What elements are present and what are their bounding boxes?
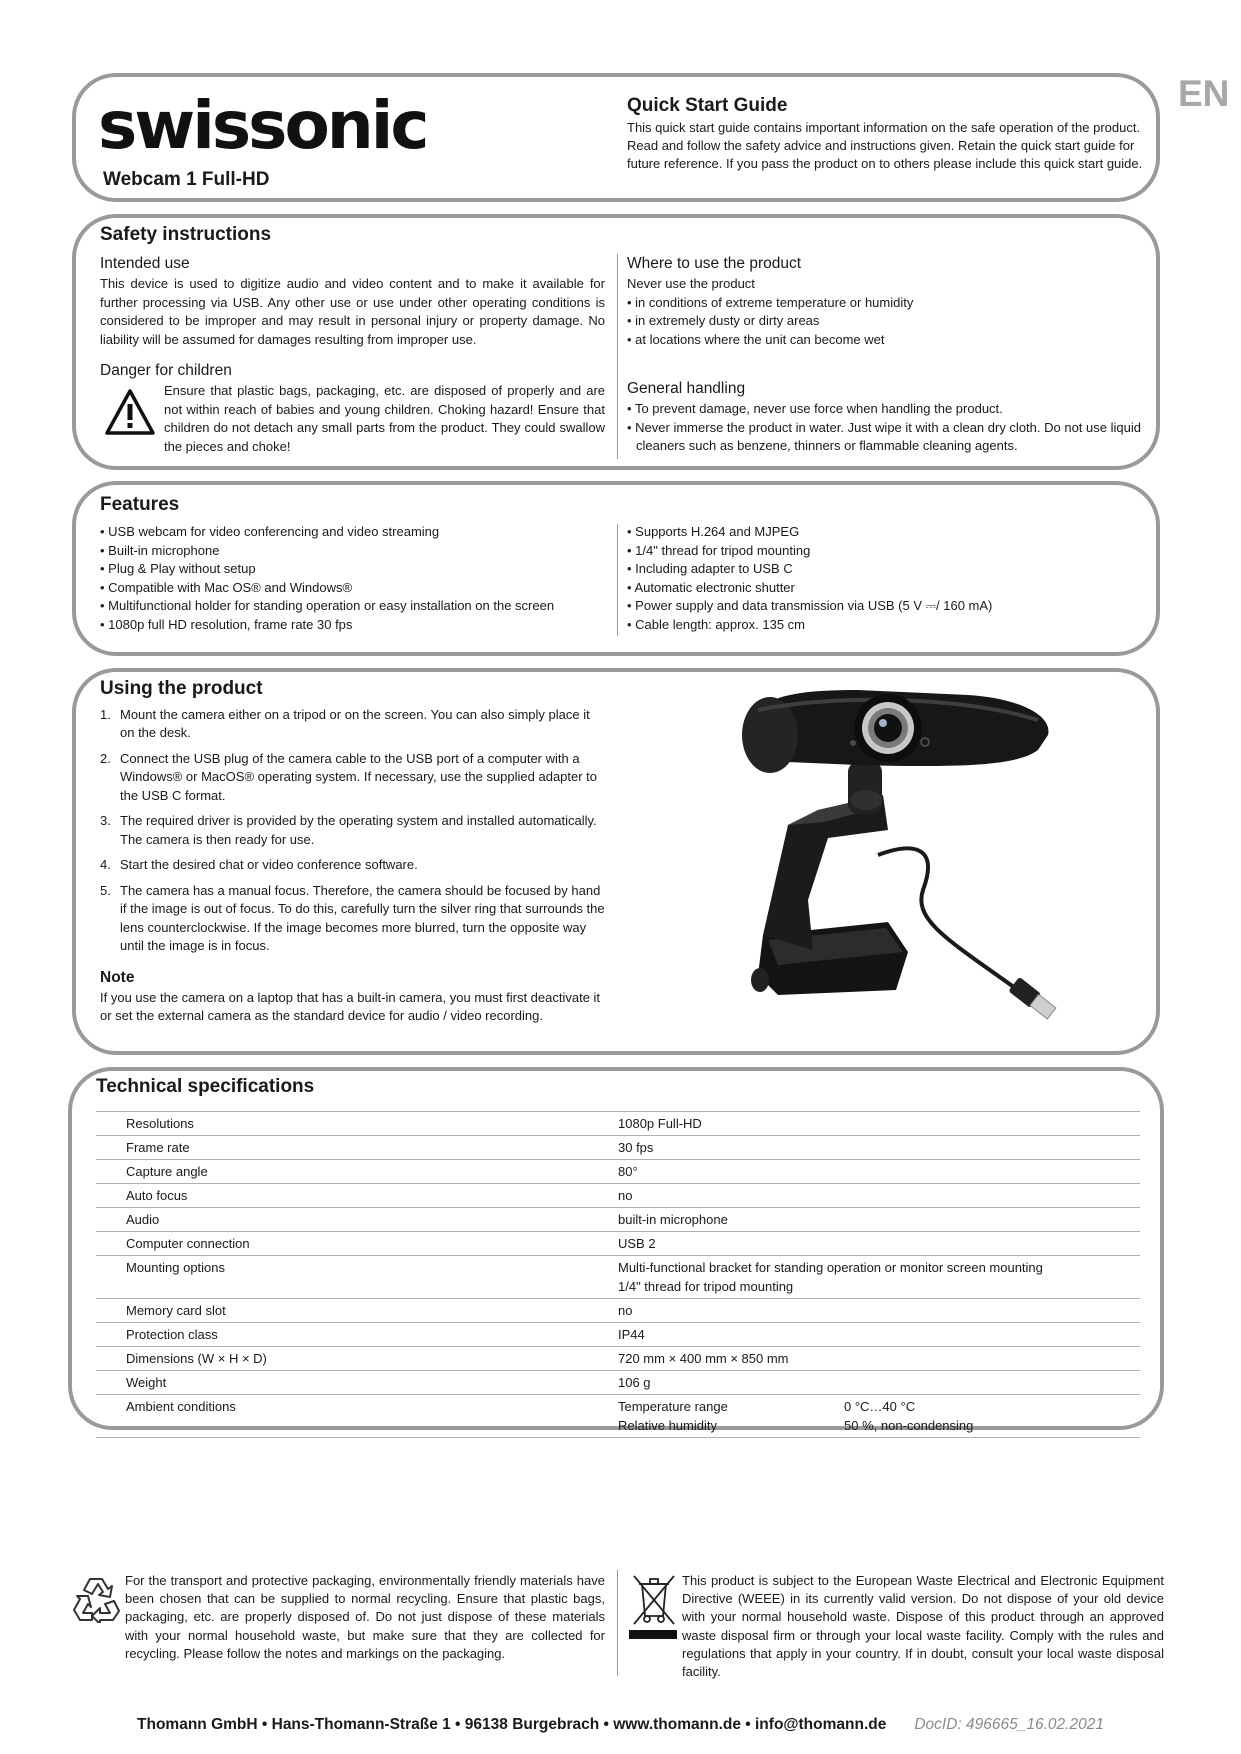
safety-title: Safety instructions bbox=[100, 224, 272, 245]
list-item bbox=[100, 812, 605, 849]
table-row bbox=[96, 1347, 1140, 1371]
recycling-icon bbox=[72, 1575, 122, 1628]
children-heading: Danger for children bbox=[100, 362, 232, 379]
specs-table bbox=[96, 1111, 1140, 1438]
spec-label: Weight bbox=[96, 1371, 618, 1395]
footer bbox=[0, 1714, 1241, 1736]
handling-list bbox=[627, 400, 1147, 455]
note-title: Note bbox=[100, 969, 135, 986]
intended-use-text: This device is used to digitize audio and video content and to make it available for further processing via USB. Any other use or use under other operating conditions is considered to be improper and may result in personal injury or property damage. No liability will be assumed for damages resulting from improper use. bbox=[100, 276, 605, 347]
spec-label: Resolutions bbox=[96, 1112, 618, 1136]
spec-value: USB 2 bbox=[618, 1232, 1140, 1256]
brand-logo-text: swissonic bbox=[98, 96, 427, 158]
spec-value: 720 mm × 400 mm × 850 mm bbox=[618, 1347, 1140, 1371]
spec-label: Auto focus bbox=[96, 1184, 618, 1208]
spec-value: 0 °C…40 °C bbox=[844, 1399, 916, 1414]
step-number: 4. bbox=[100, 857, 111, 873]
list-item: • Built-in microphone bbox=[100, 542, 610, 561]
spec-value: 106 g bbox=[618, 1371, 1140, 1395]
list-item: • 1080p full HD resolution, frame rate 30 fps bbox=[100, 616, 610, 635]
doc-id: DocID: 496665_16.02.2021 bbox=[914, 1716, 1104, 1733]
spec-sublabel: Temperature range bbox=[618, 1399, 728, 1414]
handling-heading: General handling bbox=[627, 380, 746, 397]
step-text: Connect the USB plug of the camera cable to the USB port of a computer with a Windows® or MacOS® operating system. If necessary, use the supplied adapter to the USB C format. bbox=[120, 750, 598, 803]
step-number: 1. bbox=[100, 707, 111, 722]
features-title: Features bbox=[100, 494, 180, 515]
quick-start-title: Quick Start Guide bbox=[627, 95, 788, 116]
weee-text: This product is subject to the European Waste Electrical and Electronic Equipment Directive (WEEE) in its currently valid version. Do not dispose of your old device with your normal household waste. Dispose of this product through an approved waste disposal firm or through your local waste facility. Comply with the rules and regulations that apply in your country. If in doubt, consult your local waste disposal facility. bbox=[682, 1573, 1164, 1679]
spec-label: Mounting options bbox=[96, 1256, 618, 1299]
step-text: Mount the camera either on a tripod or on the screen. You can also simply place it on the desk. bbox=[120, 707, 590, 741]
list-item: • in conditions of extreme temperature or humidity bbox=[627, 294, 1147, 312]
note-block bbox=[100, 967, 610, 1026]
table-row bbox=[96, 1208, 1140, 1232]
list-item: • Plug & Play without setup bbox=[100, 560, 610, 579]
weee-bin-icon bbox=[629, 1570, 679, 1645]
children-block bbox=[100, 361, 605, 456]
spec-label: Computer connection bbox=[96, 1232, 618, 1256]
step-text: Start the desired chat or video conference software. bbox=[120, 857, 418, 873]
list-item: • Multifunctional holder for standing operation or easy installation on the screen bbox=[100, 597, 610, 616]
table-row bbox=[96, 1395, 1140, 1438]
language-badge: EN bbox=[1178, 73, 1230, 114]
where-list bbox=[627, 294, 1147, 349]
list-item: • Compatible with Mac OS® and Windows® bbox=[100, 579, 610, 598]
intended-use-block bbox=[100, 254, 605, 349]
list-item: • USB webcam for video conferencing and video streaming bbox=[100, 523, 610, 542]
intended-use-heading: Intended use bbox=[100, 255, 190, 272]
list-item: • in extremely dusty or dirty areas bbox=[627, 312, 1147, 330]
table-row bbox=[96, 1136, 1140, 1160]
spec-label: Dimensions (W × H × D) bbox=[96, 1347, 618, 1371]
webcam-image bbox=[718, 690, 1068, 1030]
spec-value: 30 fps bbox=[618, 1136, 1140, 1160]
list-item bbox=[100, 750, 605, 805]
list-item: • Including adapter to USB C bbox=[627, 560, 1137, 579]
spec-value: 80° bbox=[618, 1160, 1140, 1184]
list-item: • Power supply and data transmission via USB (5 V ⎓/ 160 mA) bbox=[627, 597, 1137, 616]
features-divider bbox=[617, 524, 618, 636]
spec-value: IP44 bbox=[618, 1323, 1140, 1347]
spec-value: no bbox=[618, 1184, 1140, 1208]
note-text: If you use the camera on a laptop that has a built-in camera, you must first deactivate it or set the external camera as the standard device for audio / video recording. bbox=[100, 990, 601, 1024]
spec-label: Capture angle bbox=[96, 1160, 618, 1184]
features-list-left bbox=[100, 523, 610, 635]
spec-value: built-in microphone bbox=[618, 1208, 1140, 1232]
spec-value: no bbox=[618, 1299, 1140, 1323]
where-intro: Never use the product bbox=[627, 276, 755, 292]
brand-logo bbox=[98, 96, 478, 158]
safety-divider bbox=[617, 254, 618, 459]
list-item: • Automatic electronic shutter bbox=[627, 579, 1137, 598]
spec-label: Ambient conditions bbox=[96, 1395, 618, 1438]
spec-label: Protection class bbox=[96, 1323, 618, 1347]
where-block bbox=[627, 254, 1147, 349]
table-row bbox=[96, 1256, 1140, 1299]
list-item bbox=[100, 882, 605, 956]
spec-label: Audio bbox=[96, 1208, 618, 1232]
table-row bbox=[96, 1323, 1140, 1347]
list-item: • at locations where the unit can become wet bbox=[627, 331, 1147, 349]
using-title: Using the product bbox=[100, 678, 263, 699]
spec-label: Frame rate bbox=[96, 1136, 618, 1160]
spec-value: Multi-functional bracket for standing operation or monitor screen mounting bbox=[618, 1260, 1043, 1275]
step-text: The required driver is provided by the operating system and installed automatically. The camera is then ready for use. bbox=[120, 813, 597, 847]
specs-title: Technical specifications bbox=[96, 1076, 315, 1097]
company-address: Thomann GmbH • Hans-Thomann-Straße 1 • 96138 Burgebrach • www.thomann.de • info@thomann.de bbox=[137, 1716, 887, 1733]
quick-start-text: This quick start guide contains important information on the safe operation of the product. Read and follow the safety advice and instructions given. Retain the quick start guide for future reference. If you pass the product on to others please include this quick start guide. bbox=[627, 119, 1143, 171]
table-row bbox=[96, 1299, 1140, 1323]
table-row bbox=[96, 1184, 1140, 1208]
spec-label: Memory card slot bbox=[96, 1299, 618, 1323]
product-name: Webcam 1 Full-HD bbox=[103, 169, 270, 190]
spec-value: 50 %, non-condensing bbox=[844, 1418, 974, 1433]
list-item: • To prevent damage, never use force when handling the product. bbox=[627, 400, 1147, 418]
table-row bbox=[96, 1232, 1140, 1256]
list-item bbox=[100, 856, 605, 874]
warning-triangle-icon bbox=[104, 388, 156, 441]
step-number: 3. bbox=[100, 813, 111, 829]
list-item: • Cable length: approx. 135 cm bbox=[627, 616, 1137, 635]
step-number: 5. bbox=[100, 882, 111, 898]
table-row bbox=[96, 1112, 1140, 1136]
using-steps bbox=[100, 706, 605, 962]
list-item: • 1/4" thread for tripod mounting bbox=[627, 542, 1137, 561]
list-item bbox=[100, 706, 605, 743]
table-row bbox=[96, 1371, 1140, 1395]
spec-value: 1/4" thread for tripod mounting bbox=[618, 1279, 794, 1294]
where-heading: Where to use the product bbox=[627, 255, 802, 272]
quick-start-section bbox=[627, 95, 1147, 173]
step-number: 2. bbox=[100, 750, 111, 766]
list-item: • Never immerse the product in water. Just wipe it with a clean dry cloth. Do not use liquid cleaners such as benzene, thinners or flammable cleaning agents. bbox=[627, 419, 1147, 456]
features-list-right bbox=[627, 523, 1137, 635]
list-item: • Supports H.264 and MJPEG bbox=[627, 523, 1137, 542]
spec-sublabel: Relative humidity bbox=[618, 1418, 717, 1433]
children-text: Ensure that plastic bags, packaging, etc. are disposed of properly and are not within reach of babies and young children. Choking hazard! Ensure that children do not detach any small parts from the product. They could swallow the pieces and choke! bbox=[164, 383, 605, 454]
handling-block bbox=[627, 379, 1147, 456]
bottom-divider bbox=[617, 1570, 618, 1676]
step-text: The camera has a manual focus. Therefore, the camera should be focused by hand if the image is out of focus. To do this, carefully turn the silver ring that surrounds the lens counterclockwise. If the image becomes more blurred, turn the opposite way until the image is in focus. bbox=[120, 882, 605, 953]
recycling-text: For the transport and protective packaging, environmentally friendly materials have been chosen that can be supplied to normal recycling. Ensure that plastic bags, packaging, etc. are properly disposed of. Do not just dispose of these materials with your normal household waste, but make sure that they are collected for recycling. Please follow the notes and markings on the packaging. bbox=[125, 1573, 605, 1661]
table-row bbox=[96, 1160, 1140, 1184]
spec-value: 1080p Full-HD bbox=[618, 1112, 1140, 1136]
